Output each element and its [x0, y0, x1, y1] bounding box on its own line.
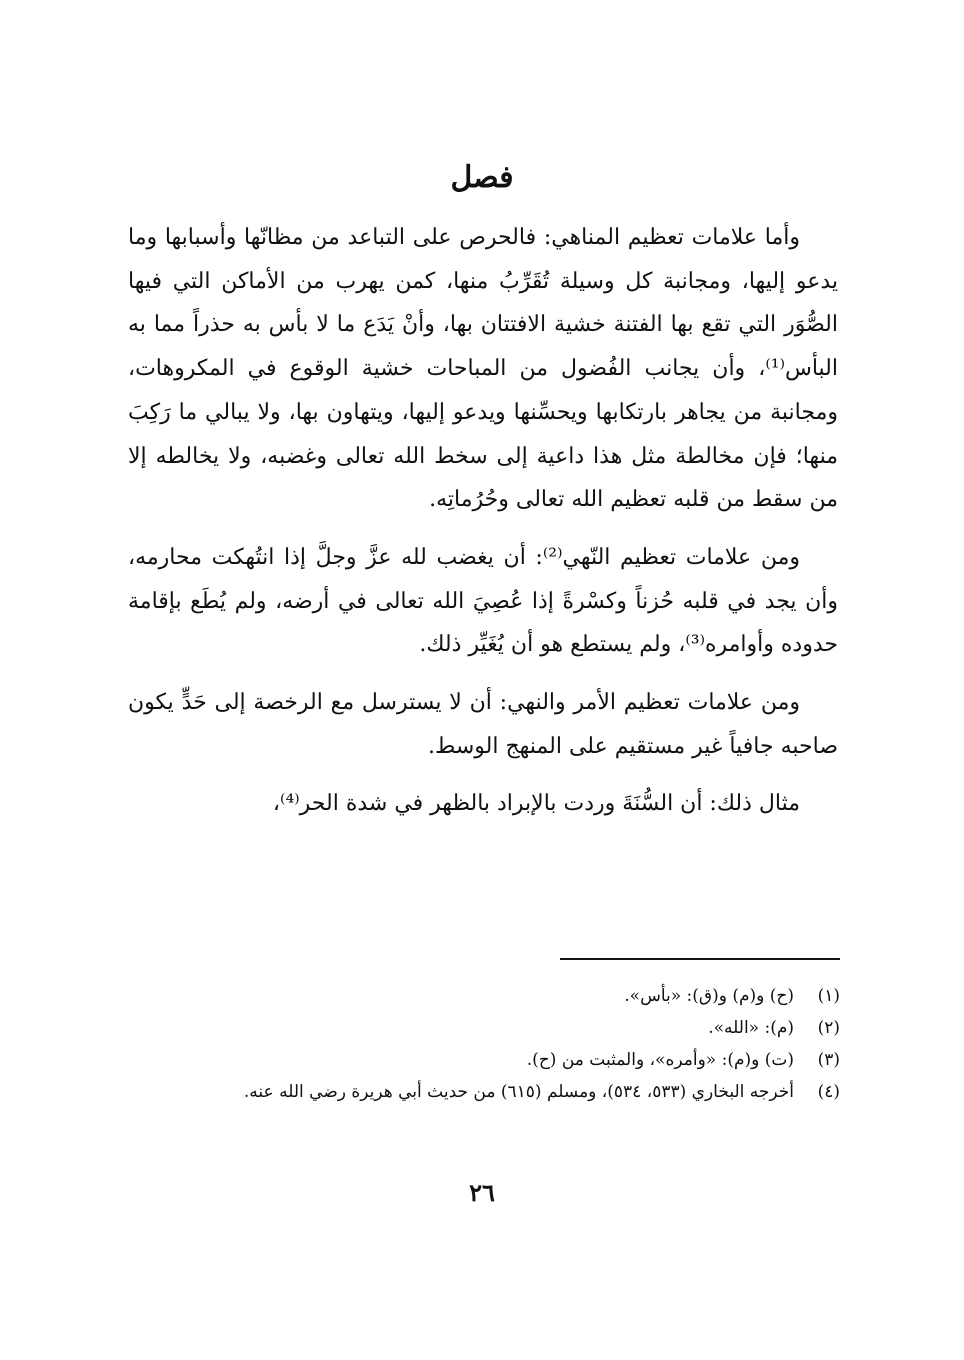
footnotes	[128, 980, 840, 1108]
paragraph-prohibitions: وأما علامات تعظيم المناهي: فالحرص على التباعد من مظانّها وأسبابها وما يدعو إليها، ومجانبة كل وسيلة تُقَرِّبُ منها، كمن يهرب من الأماكن التي فيها الصُّوَر التي تقع بها الفتنة خشية الافتتان بها، وأنْ يَدَع ما لا بأس به حذراً مما به البأس⁽¹⁾، وأن يجانب الفُضول من المباحات خشية الوقوع في المكروهات، ومجانبة من يجاهر بارتكابها ويحسِّنها ويدعو إليها، ويتهاون بها، ولا يبالي ما رَكِبَ منها؛ فإن مخالطة مثل هذا داعية إلى سخط الله تعالى وغضبه، ولا يخالطه إلا من سقط من قلبه تعظيم الله تعالى وحُرُماتِه.	[128, 225, 838, 513]
main-text	[128, 216, 838, 826]
footnote-separator	[560, 958, 840, 960]
footnote-number: (٣)	[817, 1050, 840, 1070]
footnote-number: (١)	[817, 986, 840, 1006]
footnote-number: (٢)	[817, 1018, 840, 1038]
section-heading: فصل	[450, 160, 514, 195]
footnote-2	[128, 1012, 840, 1044]
page-number: ٢٦	[469, 1178, 495, 1207]
footnote-text: (م): «الله».	[708, 1018, 794, 1038]
paragraph-example: مثال ذلك: أن السُّنَةَ وردت بالإبراد بالظهر في شدة الحر⁽⁴⁾،	[272, 791, 800, 817]
footnote-text: (ت) و(م): «وأمره»، والمثبت من (ح).	[526, 1050, 794, 1070]
footnote-number: (٤)	[817, 1082, 840, 1102]
footnote-1	[128, 980, 840, 1012]
footnote-4	[128, 1076, 840, 1108]
paragraph-veneration-of-prohibition: ومن علامات تعظيم النّهي⁽²⁾: أن يغضب لله عزَّ وجلَّ إذا انتُهكت محارمه، وأن يجد في قلبه حُزناً وكسْرةً إذا عُصِيَ الله تعالى في أرضه، ولم يُطَع بإقامة حدوده وأوامره⁽³⁾، ولم يستطع هو أن يُغَيِّر ذلك.	[128, 544, 838, 658]
footnote-3	[128, 1044, 840, 1076]
footnote-text: أخرجه البخاري (٥٣٣، ٥٣٤)، ومسلم (٦١٥) من حديث أبي هريرة رضي الله عنه.	[243, 1082, 794, 1102]
paragraph-command-and-prohibition: ومن علامات تعظيم الأمر والنهي: أن لا يسترسل مع الرخصة إلى حَدٍّ يكون صاحبه جافياً غير مستقيم على المنهج الوسط.	[128, 690, 838, 759]
footnote-text: (ح) و(م) و(ق): «بأس».	[624, 986, 794, 1006]
